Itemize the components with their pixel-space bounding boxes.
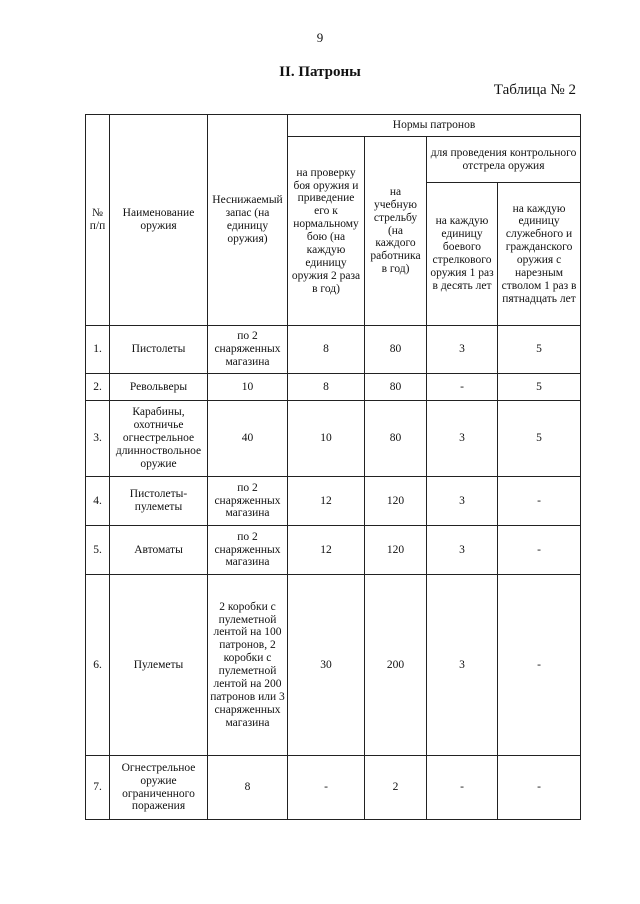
row-service: - [498, 575, 581, 756]
table-row [86, 401, 581, 477]
row-service: 5 [498, 401, 581, 477]
table-row [86, 575, 581, 756]
header-combat: на каждую единицу боевого стрелкового оружия 1 раз в десять лет [427, 183, 498, 326]
header-norms-group: Нормы патронов [288, 115, 581, 137]
row-num: 4. [86, 477, 110, 526]
header-name: Наименование оружия [110, 115, 208, 326]
row-combat: 3 [427, 401, 498, 477]
header-control-group: для проведения контрольного отстрела оружия [427, 137, 581, 183]
row-check: 8 [288, 326, 365, 374]
header-check: на проверку боя оружия и приведение его к нормальному бою (на каждую единицу оружия 2 раза в год) [288, 137, 365, 326]
table-label: Таблица № 2 [493, 82, 576, 98]
row-name: Огнестрельное оружие ограниченного поражения [110, 756, 208, 820]
row-reserve: 40 [208, 401, 288, 477]
row-check: 12 [288, 477, 365, 526]
row-service: - [498, 526, 581, 575]
table-row [86, 374, 581, 401]
row-reserve: 8 [208, 756, 288, 820]
header-reserve: Неснижаемый запас (на единицу оружия) [208, 115, 288, 326]
row-check: - [288, 756, 365, 820]
row-name: Карабины, охотничье огнестрельное длинноствольное оружие [110, 401, 208, 477]
row-service: - [498, 477, 581, 526]
row-name: Пистолеты [110, 326, 208, 374]
row-combat: 3 [427, 526, 498, 575]
row-check: 30 [288, 575, 365, 756]
row-combat: 3 [427, 477, 498, 526]
row-reserve: 2 коробки с пулеметной лентой на 100 патронов, 2 коробки с пулеметной лентой на 200 патронов или 3 снаряженных магазина [208, 575, 288, 756]
table-row [86, 526, 581, 575]
row-combat: - [427, 756, 498, 820]
row-check: 12 [288, 526, 365, 575]
row-reserve: по 2 снаряженных магазина [208, 526, 288, 575]
section-heading: II. Патроны [279, 64, 361, 80]
row-check: 8 [288, 374, 365, 401]
table-row [86, 326, 581, 374]
row-training: 80 [365, 401, 427, 477]
row-service: - [498, 756, 581, 820]
row-service: 5 [498, 374, 581, 401]
row-num: 1. [86, 326, 110, 374]
row-num: 5. [86, 526, 110, 575]
row-combat: - [427, 374, 498, 401]
row-check: 10 [288, 401, 365, 477]
row-num: 6. [86, 575, 110, 756]
row-reserve: 10 [208, 374, 288, 401]
row-service: 5 [498, 326, 581, 374]
row-training: 2 [365, 756, 427, 820]
table-row [86, 477, 581, 526]
header-service: на каждую единицу служебного и гражданского оружия с нарезным стволом 1 раз в пятнадцать лет [498, 183, 581, 326]
row-training: 120 [365, 526, 427, 575]
ammunition-norms-table [85, 114, 581, 820]
row-num: 2. [86, 374, 110, 401]
row-name: Револьверы [110, 374, 208, 401]
row-num: 7. [86, 756, 110, 820]
row-num: 3. [86, 401, 110, 477]
row-training: 80 [365, 374, 427, 401]
row-reserve: по 2 снаряженных магазина [208, 326, 288, 374]
row-name: Пистолеты-пулеметы [110, 477, 208, 526]
header-num: № п/п [86, 115, 110, 326]
row-reserve: по 2 снаряженных магазина [208, 477, 288, 526]
row-name: Пулеметы [110, 575, 208, 756]
row-combat: 3 [427, 326, 498, 374]
row-training: 80 [365, 326, 427, 374]
header-training: на учебную стрельбу (на каждого работника в год) [365, 137, 427, 326]
row-combat: 3 [427, 575, 498, 756]
table-row [86, 756, 581, 820]
row-name: Автоматы [110, 526, 208, 575]
page-number: 9 [316, 30, 324, 45]
row-training: 200 [365, 575, 427, 756]
row-training: 120 [365, 477, 427, 526]
